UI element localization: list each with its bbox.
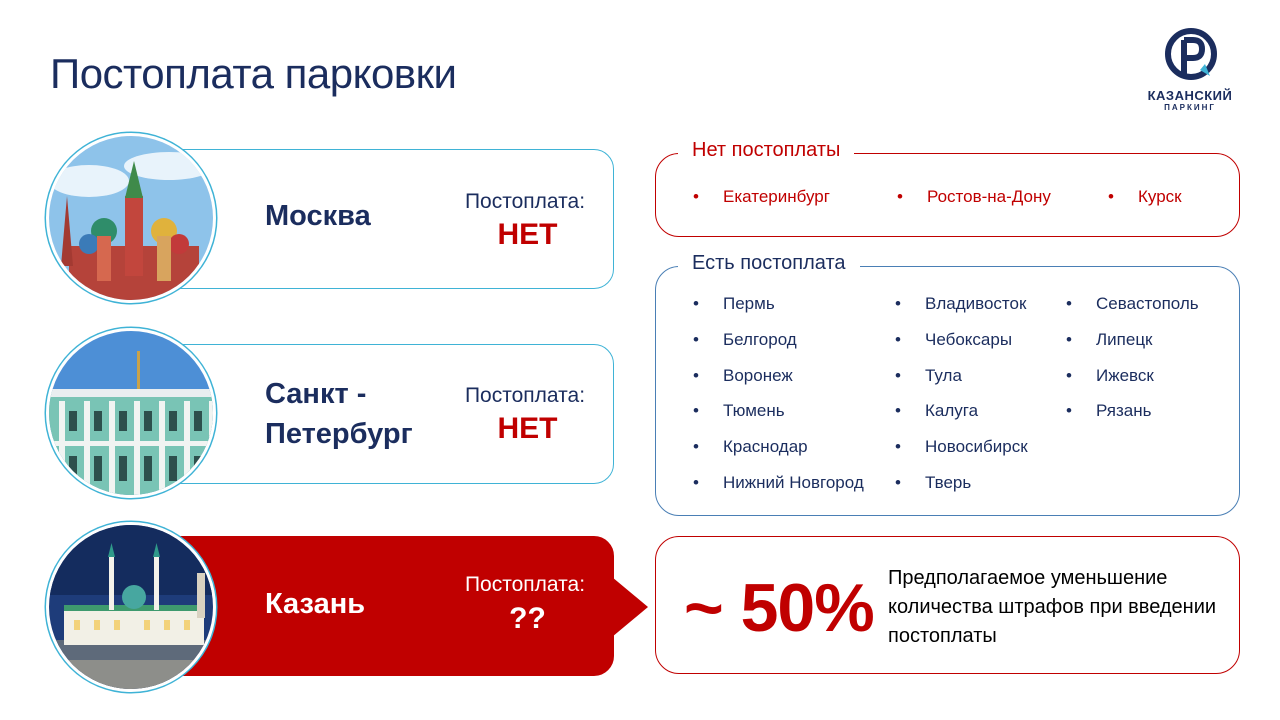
has-postpay-item: • Тула [925, 366, 962, 386]
city-name-moscow: Москва [265, 200, 371, 232]
city-name-kazan: Казань [265, 588, 366, 620]
estimate-description: Предполагаемое уменьшение количества штрафов при введении постоплаты [888, 567, 1217, 647]
kazan-photo [46, 522, 216, 692]
has-postpay-item: • Ижевск [1096, 366, 1154, 386]
no-postpay-item: • Курск [1138, 187, 1182, 207]
estimate-value: ~ 50% [684, 570, 874, 646]
has-postpay-item: • Липецк [1096, 330, 1153, 350]
no-postpay-item: • Ростов-на-Дону [927, 187, 1051, 207]
logo-line2: ПАРКИНГ [1164, 103, 1216, 112]
postpay-label-kazan: Постоплата: [464, 573, 586, 596]
estimate-box [655, 536, 1240, 674]
has-postpay-item: • Чебоксары [925, 330, 1012, 350]
has-postpay-item: • Пермь [723, 294, 775, 314]
has-postpay-item: • Владивосток [925, 294, 1026, 314]
city-name-spb-line2: Петербург [265, 418, 413, 450]
has-postpay-item: • Калуга [925, 401, 978, 421]
arrow-right-icon [612, 577, 648, 637]
city-name-spb-line1: Санкт - [265, 378, 367, 410]
has-postpay-item: • Нижний Новгород [723, 473, 864, 493]
has-postpay-item: • Рязань [1096, 401, 1151, 421]
no-postpay-item: • Екатеринбург [723, 187, 830, 207]
postpay-value-spb: НЕТ [497, 412, 558, 445]
page-title: Постоплата парковки [50, 50, 457, 97]
no-postpay-box [655, 139, 1240, 237]
has-postpay-item: • Севастополь [1096, 294, 1199, 314]
has-postpay-item: • Краснодар [723, 437, 808, 457]
spb-photo [46, 328, 216, 498]
moscow-photo [46, 133, 216, 303]
postpay-label-moscow: Постоплата: [464, 190, 586, 213]
has-postpay-item: • Тюмень [723, 401, 785, 421]
has-postpay-title: Есть постоплата [678, 252, 860, 275]
no-postpay-title: Нет постоплаты [678, 139, 854, 162]
postpay-value-kazan: ?? [509, 602, 546, 635]
has-postpay-item: • Новосибирск [925, 437, 1028, 457]
has-postpay-item: • Белгород [723, 330, 797, 350]
has-postpay-item: • Воронеж [723, 366, 793, 386]
has-postpay-box [655, 252, 1240, 516]
logo [1140, 26, 1240, 118]
postpay-label-spb: Постоплата: [464, 384, 586, 407]
postpay-value-moscow: НЕТ [497, 218, 558, 251]
logo-line1: КАЗАНСКИЙ [1147, 88, 1233, 103]
has-postpay-item: • Тверь [925, 473, 971, 493]
parking-logo-icon [1164, 26, 1218, 86]
